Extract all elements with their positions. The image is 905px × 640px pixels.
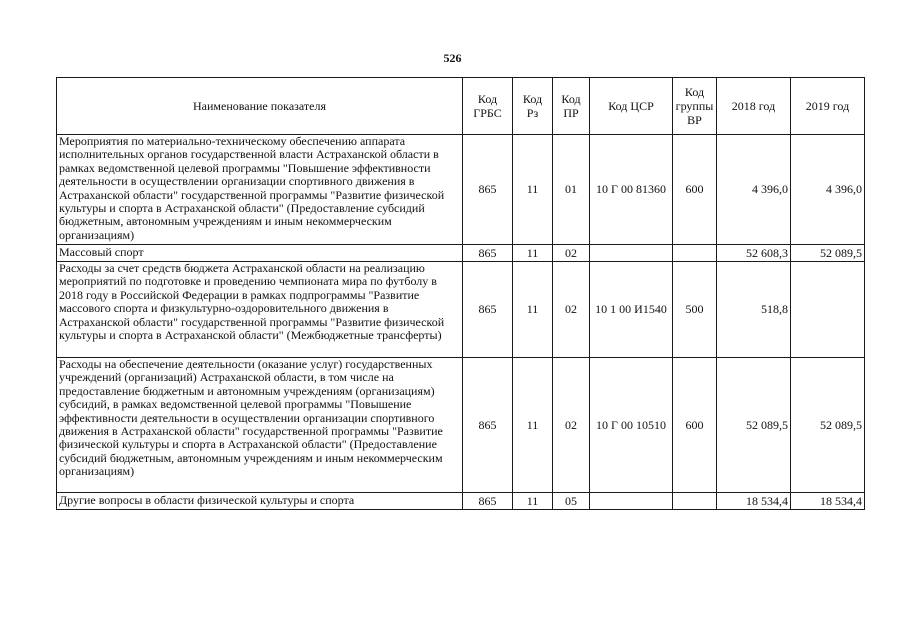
row-csr: 10 Г 00 81360: [590, 135, 673, 245]
row-pr: 02: [553, 262, 590, 358]
row-csr: 10 Г 00 10510: [590, 358, 673, 493]
row-name: Другие вопросы в области физической культуры и спорта: [57, 493, 463, 510]
row-pr: 05: [553, 493, 590, 510]
row-grbs: 865: [463, 245, 513, 262]
table-row: [57, 493, 865, 510]
row-rz: 11: [513, 135, 553, 245]
header-grbs: Код ГРБС: [463, 78, 513, 135]
row-rz: 11: [513, 358, 553, 493]
table-row: [57, 245, 865, 262]
row-2018: 4 396,0: [717, 135, 791, 245]
header-rz: Код Рз: [513, 78, 553, 135]
row-grbs: 865: [463, 262, 513, 358]
row-name: Массовый спорт: [57, 245, 463, 262]
row-pr: 02: [553, 245, 590, 262]
row-2019: 18 534,4: [791, 493, 865, 510]
row-2018: 18 534,4: [717, 493, 791, 510]
row-name: Мероприятия по материально-техническому обеспечению аппарата исполнительных органов государственной власти Астраханской области в рамках ведомственной целевой программы "Повышение эффективности деятельности в осуществлении организации спортивного движения в Астраханской области" государственной программы "Развитие физической культуры и спорта в Астраханской области" (Предоставление субсидий бюджетным, автономным учреждениям и иным некоммерческим организациям): [57, 135, 463, 245]
header-csr: Код ЦСР: [590, 78, 673, 135]
table-row: [57, 135, 865, 245]
row-csr: 10 1 00 И1540: [590, 262, 673, 358]
row-rz: 11: [513, 262, 553, 358]
row-name: Расходы за счет средств бюджета Астраханской области на реализацию мероприятий по подготовке и проведению чемпионата мира по футболу в 2018 году в Российской Федерации в рамках подпрограммы "Развитие массового спорта и физкультурно-оздоровительного движения в Астраханской области" государственной программы "Развитие физической культуры и спорта в Астраханской области" (Межбюджетные трансферты): [57, 262, 463, 358]
row-2019: [791, 262, 865, 358]
row-vr: 600: [673, 135, 717, 245]
row-2019: 52 089,5: [791, 245, 865, 262]
row-2019: 4 396,0: [791, 135, 865, 245]
row-2018: 518,8: [717, 262, 791, 358]
row-rz: 11: [513, 493, 553, 510]
row-vr: 600: [673, 358, 717, 493]
row-grbs: 865: [463, 135, 513, 245]
row-vr: 500: [673, 262, 717, 358]
row-csr: [590, 493, 673, 510]
header-2018: 2018 год: [717, 78, 791, 135]
page-number: 526: [443, 51, 462, 65]
header-2019: 2019 год: [791, 78, 865, 135]
row-vr: [673, 493, 717, 510]
table-header-row: [57, 78, 865, 135]
row-grbs: 865: [463, 358, 513, 493]
header-pr: Код ПР: [553, 78, 590, 135]
row-2018: 52 089,5: [717, 358, 791, 493]
row-grbs: 865: [463, 493, 513, 510]
row-pr: 01: [553, 135, 590, 245]
table-row: [57, 262, 865, 358]
row-vr: [673, 245, 717, 262]
row-2018: 52 608,3: [717, 245, 791, 262]
row-pr: 02: [553, 358, 590, 493]
row-rz: 11: [513, 245, 553, 262]
header-vr: Код группы ВР: [673, 78, 717, 135]
budget-table: [56, 77, 865, 510]
row-name: Расходы на обеспечение деятельности (оказание услуг) государственных учреждений (организаций) Астраханской области, в том числе на предоставление бюджетным и автономным учреждениям (организациям) субсидий, в рамках ведомственной целевой программы "Повышение эффективности деятельности в осуществлении организации спортивного движения в Астраханской области" государственной программы "Развитие физической культуры и спорта в Астраханской области" (Предоставление субсидий бюджетным, автономным учреждениям и иным некоммерческим организациям): [57, 358, 463, 493]
row-csr: [590, 245, 673, 262]
header-name: Наименование показателя: [57, 78, 463, 135]
table-row: [57, 358, 865, 493]
row-2019: 52 089,5: [791, 358, 865, 493]
